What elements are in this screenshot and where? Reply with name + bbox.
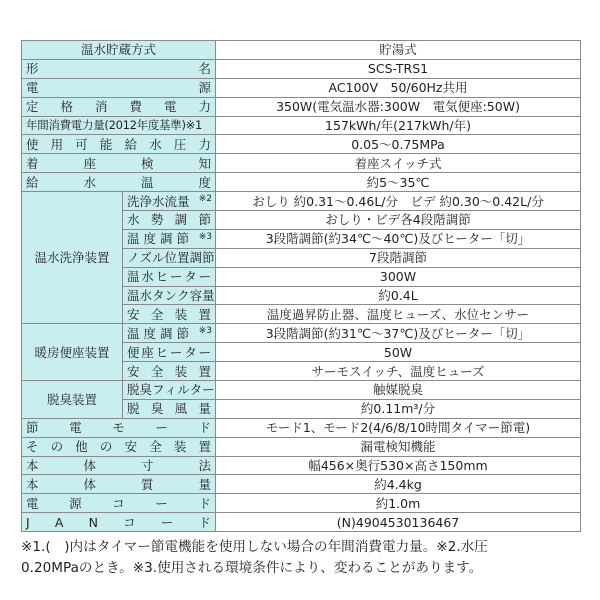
sub-row-label (123, 324, 216, 343)
row-value: 350W(電気温水器:300W 電気便座:50W) (216, 97, 581, 116)
row-value: 3段階調節(約31℃～37℃)及びヒーター「切」 (216, 324, 581, 343)
table-row (22, 135, 581, 154)
row-value: モード1、モード2(4/6/8/10時間タイマー節電) (216, 418, 581, 437)
label-text: 洗 浄 水 流 量 (127, 193, 190, 209)
sub-row-label (123, 399, 216, 418)
row-label (22, 116, 216, 135)
row-value: (N)4904530136467 (216, 513, 581, 532)
label-text: 便 座 ヒ ー タ ー (127, 344, 211, 360)
row-value: 温度過昇防止器、温度ヒューズ、水位センサー (216, 305, 581, 324)
table-row (22, 437, 581, 456)
label-text: 電 源 (26, 80, 212, 96)
row-value: 約0.4L (216, 286, 581, 305)
row-value: 300W (216, 267, 581, 286)
group-label: 脱臭装置 (22, 381, 123, 419)
label-text: 使 用 可 能 給 水 圧 力 (26, 136, 211, 152)
header-value: 貯湯式 (216, 41, 581, 60)
row-value: おしり 約0.31～0.46L/分 ビデ 約0.30～0.42L/分 (216, 192, 581, 211)
label-text: 温 水 ヒ ー タ ー (127, 269, 211, 285)
label-text: 定 格 消 費 電 力 (26, 99, 212, 115)
row-label (22, 59, 216, 78)
footnote-line-1: ※1.( )内はタイマー節電機能を使用しない場合の年間消費電力量。※2.水圧 (21, 539, 488, 555)
row-label (22, 78, 216, 97)
sub-row-label (123, 267, 216, 286)
label-text: 給 水 温 度 (26, 174, 212, 190)
label-text: 温 度 調 節 (127, 325, 190, 341)
table-row (22, 154, 581, 173)
table-row (22, 475, 581, 494)
table-row (22, 116, 581, 135)
sub-row-label (123, 305, 216, 324)
label-text: そ の 他 の 安 全 装 置 (26, 439, 211, 455)
table-row (22, 324, 581, 343)
label-text: ノ ズ ル 位 置 調 節 (127, 250, 215, 266)
table-row (22, 97, 581, 116)
label-text: 脱 臭 風 量 (127, 401, 211, 417)
sub-row-label (123, 229, 216, 248)
sub-row-label (123, 248, 216, 267)
row-value: 3段階調節(約34℃～40℃)及びヒーター「切」 (216, 229, 581, 248)
row-value: おしり・ビデ各4段階調節 (216, 211, 581, 230)
label-text: 安 全 装 置 (127, 363, 211, 379)
label-text: 温 水 タ ン ク 容 量 (127, 288, 215, 304)
row-value: 157kWh/年(217kWh/年) (216, 116, 581, 135)
label-text: 本 体 寸 法 (26, 458, 212, 474)
table-row (22, 173, 581, 192)
row-label (22, 135, 216, 154)
sub-row-label (123, 381, 216, 400)
header-label: 温水貯蔵方式 (22, 41, 216, 60)
row-label (22, 475, 216, 494)
row-value: 着座スイッチ式 (216, 154, 581, 173)
row-label (22, 418, 216, 437)
row-label (22, 494, 216, 513)
table-row (22, 456, 581, 475)
label-text: 着 座 検 知 (26, 155, 212, 171)
label-text: 形 名 (26, 61, 212, 77)
row-value: 約1.0m (216, 494, 581, 513)
row-label (22, 173, 216, 192)
row-value: 約5～35℃ (216, 173, 581, 192)
sub-row-label (123, 192, 216, 211)
table-row-header (22, 41, 581, 60)
label-text: 年間消費電力量(2012年度基準)※1 (26, 118, 202, 132)
label-text: 本 体 質 量 (26, 476, 212, 492)
label-text: 水 勢 調 節 (127, 212, 211, 228)
row-label (22, 97, 216, 116)
label-text: 脱 臭 フ ィ ル タ ー (127, 382, 215, 398)
row-label (22, 154, 216, 173)
row-value: サーモスイッチ、温度ヒューズ (216, 362, 581, 381)
table-row (22, 78, 581, 97)
row-value: 漏電検知機能 (216, 437, 581, 456)
footnote-marker: ※3 (198, 231, 213, 242)
spec-table (21, 40, 581, 532)
group-label: 暖房便座装置 (22, 324, 123, 381)
row-value: 50W (216, 343, 581, 362)
label-text: 安 全 装 置 (127, 306, 211, 322)
table-row (22, 513, 581, 532)
row-label (22, 437, 216, 456)
row-value: AC100V 50/60Hz共用 (216, 78, 581, 97)
row-value: 約4.4kg (216, 475, 581, 494)
sub-row-label (123, 211, 216, 230)
footnotes (21, 537, 596, 579)
label-text: 電 源 コ ー ド (26, 495, 212, 511)
row-value: SCS-TRS1 (216, 59, 581, 78)
sub-row-label (123, 362, 216, 381)
footnote-marker: ※2 (198, 194, 213, 205)
row-value: 7段階調節 (216, 248, 581, 267)
group-label: 温水洗浄装置 (22, 192, 123, 324)
label-text: J A N コ ー ド (26, 514, 212, 530)
footnote-line-2: 0.20MPaのとき。※3.使用される環境条件により、変わることがあります。 (21, 560, 483, 576)
table-row (22, 381, 581, 400)
row-value: 触媒脱臭 (216, 381, 581, 400)
row-value: 幅456×奥行530×高さ150mm (216, 456, 581, 475)
sub-row-label (123, 286, 216, 305)
label-text: 温 度 調 節 (127, 231, 190, 247)
table-row (22, 59, 581, 78)
row-value: 0.05～0.75MPa (216, 135, 581, 154)
footnote-marker: ※3 (198, 326, 213, 337)
table-row (22, 494, 581, 513)
row-value: 約0.11m³/分 (216, 399, 581, 418)
row-label (22, 513, 216, 532)
table-row (22, 418, 581, 437)
sub-row-label (123, 343, 216, 362)
table-row (22, 192, 581, 211)
row-label (22, 456, 216, 475)
label-text: 節 電 モ ー ド (26, 420, 212, 436)
